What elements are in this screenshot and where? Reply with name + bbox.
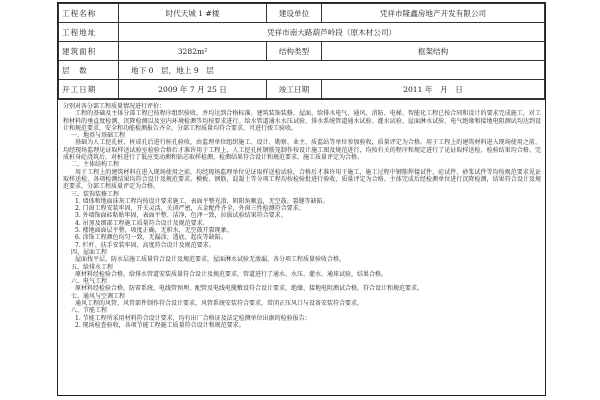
builder-value: 凭祥市隆鑫房地产开发有限公司: [322, 4, 545, 23]
address-label: 工程地址: [59, 23, 119, 42]
section-heading-roof: 四、屋面工程: [71, 248, 108, 256]
foundation-paragraph: 基础为人工挖孔桩，桩成孔后进行桩孔验收，由监理单位组织施工、设计、勘察、业主、质监站等单位参加验收，质量评定为合格。用于工程上的建筑材料进入现场使用之前，均经现场监理见证取样送试验室检验合格后才准许用于工程上，人工挖孔桩钢筋笼制作按设计施工图及规范进行，均按有关的程序和规定进行了见证取样送检，检验结果均合格。完成桩身砼浇筑后，对桩进行了低应变动测和钻芯取样检测，检测结果符合设计和规范要求，施工质量评定为合格。: [63, 139, 541, 162]
decoration-item: 4. 吊顶及细部工程施工质量符合设计及规范要求。: [75, 219, 209, 227]
finish-date-value: 2011 年 月 日: [322, 80, 545, 99]
area-row: [59, 42, 545, 61]
structure-value: 框架结构: [322, 42, 545, 61]
project-info-table: [58, 3, 545, 99]
dates-row: [59, 80, 545, 99]
plumbing-paragraph: 原材料经检验合格，给排水管道安装质量符合设计及规范要求，管道进行了通水、水压、灌水、通球试验，结果合格。: [75, 270, 388, 278]
decoration-item: 6. 涂饰工程颜色均匀一致，无漏涂、透底、起皮等缺陷。: [75, 234, 227, 242]
area-value: 3282m²: [119, 42, 267, 61]
floors-value: 地下 0 层，地上 9 层: [119, 61, 545, 80]
project-name-row: [59, 4, 545, 23]
floors-row: [59, 61, 545, 80]
address-value: 凭祥市南大路葫芦岭段（原木材公司）: [119, 23, 545, 42]
start-date-value: 2009 年 7 月 25 日: [119, 80, 267, 99]
decoration-item: 1. 墙体和地面抹灰工程均按设计要求施工，表面平整光滑，阴阳角顺直，无空鼓、裂缝等缺陷。: [75, 197, 329, 205]
quality-evaluation-sheet: [57, 2, 546, 396]
roof-paragraph: 屋面找平层、防水层施工质量符合设计及规范要求，屋面淋水试验无渗漏，各分项工程质量验收合格。: [75, 256, 346, 264]
structure-paragraph: 用于工程上的建筑材料在进入现场使用之前，均经现场监理单位见证取样送检试验，合格后才准许用于施工，施工过程中钢筋焊接试件、砼试件、砂浆试件等均按规范要求见证取样送检，各项检测结果均符合设计及规范要求。模板、钢筋、混凝土等分项工程均按检验批进行验收，质量评定为合格。主体完成后经检测单位进行沉降检测，结果符合设计及规范要求，分部工程质量评定为合格。: [63, 168, 541, 191]
section-heading-energy: 八、节能工程: [71, 307, 108, 315]
decoration-item: 7. 栏杆、扶手安装牢固，高度符合设计及规范要求。: [75, 241, 215, 249]
start-date-label: 开工日期: [59, 80, 119, 99]
project-name-value: 时代天城 1 #楼: [119, 4, 267, 23]
summary-paragraph: 工程的基础及主体分部工程已按程序组织验收，并均达到合格标准。建筑装饰装修、屋面、给排水电气、通风、消防、电梯、智能化工程已按合同和设计的要求完成施工，对工程材料的垂直度检测、沉降检测以及室内环境检测等均按要求进行。给水管道通水水压试验、排水系统管道通水试验、灌水试验、屋面淋水试验、电气绝缘和接地电阻测试均达到设计和规范要求，安全和功能检测报告齐全，分部工程质量均符合要求，可进行竣工验收。: [63, 110, 541, 132]
decoration-item: 3. 外墙饰面砖粘贴牢固，表面平整、洁净，色泽一致，拉拔试验结果符合要求。: [75, 212, 287, 220]
project-name-label: 工程名称: [59, 4, 119, 23]
structure-label: 结构类型: [267, 42, 322, 61]
section-heading-decoration: 三、装饰装修工程: [71, 190, 120, 198]
section-heading-foundation: 一、地基与基础工程: [71, 132, 126, 140]
energy-item: 1. 节能工程所采用材料符合设计要求，均有出厂合格证及法定检测单位出据的检验报告；: [75, 314, 311, 322]
evaluation-heading: 分别对各分部工程质量情况进行评价：: [63, 103, 166, 110]
section-heading-structure: 二、主体结构工程: [71, 161, 120, 169]
address-row: [59, 23, 545, 42]
energy-item: 2. 现场检查验收，各项节能工程施工质量符合设计和规范要求。: [75, 321, 245, 329]
evaluation-text: [58, 99, 545, 329]
finish-date-label: 竣工日期: [267, 80, 322, 99]
decoration-item: 5. 楼地面面层平整，坡度正确，无积水，无空鼓开裂现象。: [75, 227, 233, 235]
section-heading-electrical: 六、电气工程: [71, 278, 108, 286]
ventilation-paragraph: 通风工程的风管、风管部件制作符合设计要求，风管系统安装符合要求，常闭正压风口与设备安装符合要求。: [75, 300, 364, 308]
section-heading-plumbing: 五、给排水工程: [71, 263, 114, 271]
builder-label: 建设单位: [267, 4, 322, 23]
area-label: 建筑面积: [59, 42, 119, 61]
electrical-paragraph: 原材料经检验合格，防雷系统、电线管预埋、配管及电线电缆敷设符合设计要求，绝缘、接地电阻测试合格，符合设计和规范要求。: [75, 285, 424, 293]
floors-label: 层 数: [59, 61, 119, 80]
section-heading-ventilation: 七、通风与空调工程: [71, 292, 126, 300]
decoration-item: 2. 门窗工程安装牢固，开关灵活，关闭严密，五金配件齐全，外窗三性检测符合要求。: [75, 205, 305, 213]
